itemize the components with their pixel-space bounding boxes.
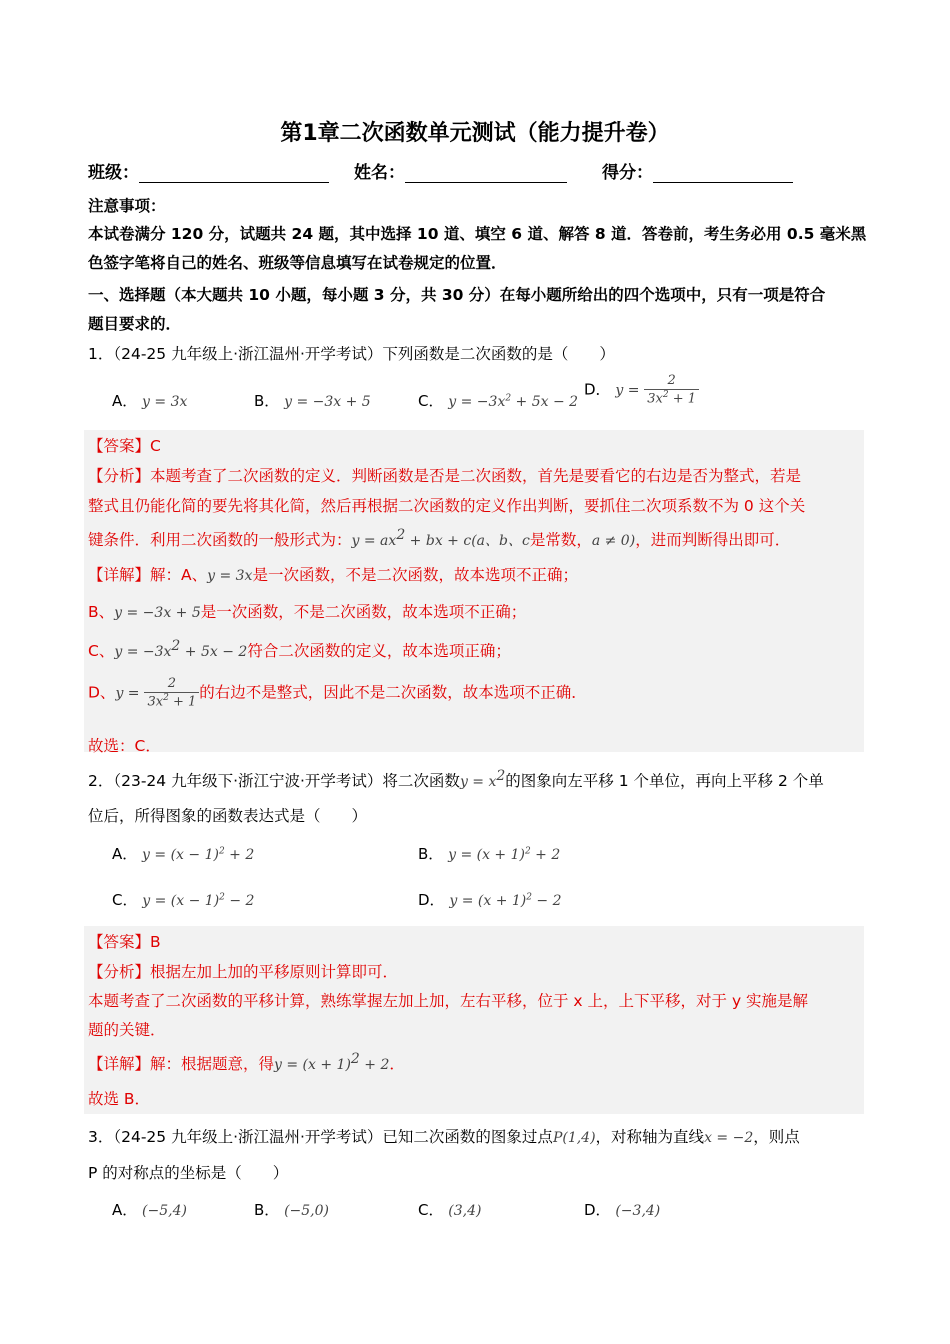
math-expression: $y = (x + 1)^2 - 2$: [449, 892, 562, 909]
math-expression: (−5,4): [142, 1203, 187, 1219]
option-b[interactable]: B． y = −3x + 5: [254, 392, 371, 410]
math-expression: y = −3x + 5: [284, 394, 371, 410]
math-expression: $y = (x + 1)^2 + 2$: [448, 846, 561, 863]
option-b[interactable]: B． $y = (x + 1)^2 + 2$: [418, 845, 561, 863]
detail-line: D、y = $\frac{2}{3x^2 + 1}$ 的右边不是整式，因此不是二次函数，故本选项不正确．: [88, 676, 587, 709]
detail-line: 【详解】解：根据题意，得$y = (x + 1)^2 + 2$．: [88, 1051, 405, 1074]
notice-heading: 注意事项：: [88, 197, 166, 215]
name-blank[interactable]: [405, 166, 567, 183]
analysis-line: 整式且仍能化简的要先将其化简，然后再根据二次函数的定义作出判断，要抓住二次项系数不为 0 这个关: [88, 497, 806, 515]
math-expression: (−5,0): [284, 1203, 329, 1219]
question-stem: 位后，所得图象的函数表达式是（ ）: [88, 807, 368, 825]
option-d[interactable]: D． y = $\frac{2}{3x^2 + 1}$: [584, 373, 699, 407]
class-blank[interactable]: [139, 166, 329, 183]
math-expression: $y = (x - 1)^2 + 2$: [142, 846, 255, 863]
option-d[interactable]: D． (−3,4): [584, 1201, 661, 1219]
math-expression: $y = -3x^2 + 5x - 2$: [448, 393, 579, 410]
score-blank[interactable]: [653, 166, 793, 183]
option-a[interactable]: A． (−5,4): [112, 1201, 187, 1219]
class-label: 班级：: [88, 163, 139, 183]
option-d[interactable]: D． $y = (x + 1)^2 - 2$: [418, 891, 562, 909]
fraction: $\frac{2}{3x^2 + 1}$: [144, 676, 199, 710]
analysis-line: 本题考查了二次函数的平移计算，熟练掌握左加上加，左右平移，位于 x 上，上下平移，对于 y 实施是解: [88, 992, 809, 1010]
question-stem: 3．（24-25 九年级上·浙江温州·开学考试）已知二次函数的图象过点P(1,4)，对称轴为直线x = −2，则点: [88, 1128, 800, 1146]
question-stem: 2．（23-24 九年级下·浙江宁波·开学考试）将二次函数$y = x^2$的图象向左平移 1 个单位，再向上平移 2 个单: [88, 768, 824, 791]
analysis-line: 【分析】根据左加上加的平移原则计算即可．: [88, 963, 399, 981]
math-expression: (3,4): [448, 1203, 482, 1219]
name-field: [354, 158, 567, 183]
page-title: 第1章二次函数单元测试（能力提升卷）: [280, 121, 670, 146]
math-expression: $y = (x - 1)^2 - 2$: [142, 892, 255, 909]
class-field: [88, 158, 329, 183]
option-c[interactable]: C． $y = -3x^2 + 5x - 2$: [418, 392, 579, 410]
question-stem: P 的对称点的坐标是（ ）: [88, 1164, 289, 1182]
math-expression: (−3,4): [615, 1203, 661, 1219]
section-heading: 一、选择题（本大题共 10 小题，每小题 3 分，共 30 分）在每小题所给出的四个选项中，只有一项是符合: [88, 286, 826, 304]
option-b[interactable]: B． (−5,0): [254, 1201, 329, 1219]
option-a[interactable]: A． y = 3x: [112, 392, 188, 410]
score-field: [602, 158, 793, 183]
analysis-line: 键条件．利用二次函数的一般形式为：$y = ax^2$ + bx + c(a、b、c是常数，a ≠ 0)，进而判断得出即可．: [88, 527, 791, 550]
section-heading: 题目要求的．: [88, 315, 182, 333]
name-label: 姓名：: [354, 163, 405, 183]
math-expression: y = 3x: [142, 394, 188, 410]
conclusion-line: 故选：C．: [88, 737, 161, 755]
fraction: $\frac{2}{3x^2 + 1}$: [644, 373, 699, 407]
notice-line: 本试卷满分 120 分，试题共 24 题，其中选择 10 道、填空 6 道、解答 8 道．答卷前，考生务必用 0.5 毫米黑: [88, 225, 867, 243]
conclusion-line: 故选 B．: [88, 1090, 151, 1108]
analysis-line: 题的关键．: [88, 1021, 166, 1039]
analysis-line: 【分析】本题考查了二次函数的定义．判断函数是否是二次函数，首先是要看它的右边是否为整式，若是: [88, 467, 802, 485]
answer-box: [84, 926, 864, 1114]
detail-line: C、$y = -3x^2 + 5x - 2$符合二次函数的定义，故本选项正确；: [88, 638, 511, 661]
option-c[interactable]: C． (3,4): [418, 1201, 482, 1219]
question-stem: 1．（24-25 九年级上·浙江温州·开学考试）下列函数是二次函数的是（ ）: [88, 345, 615, 363]
notice-line: 色签字笔将自己的姓名、班级等信息填写在试卷规定的位置．: [88, 254, 507, 272]
option-a[interactable]: A． $y = (x - 1)^2 + 2$: [112, 845, 255, 863]
answer-line: 【答案】C: [88, 437, 161, 455]
answer-line: 【答案】B: [88, 933, 161, 951]
detail-line: 【详解】解：A、y = 3x是一次函数，不是二次函数，故本选项不正确；: [88, 566, 578, 584]
option-c[interactable]: C． $y = (x - 1)^2 - 2$: [112, 891, 255, 909]
score-label: 得分：: [602, 163, 653, 183]
detail-line: B、y = −3x + 5是一次函数，不是二次函数，故本选项不正确；: [88, 603, 527, 621]
